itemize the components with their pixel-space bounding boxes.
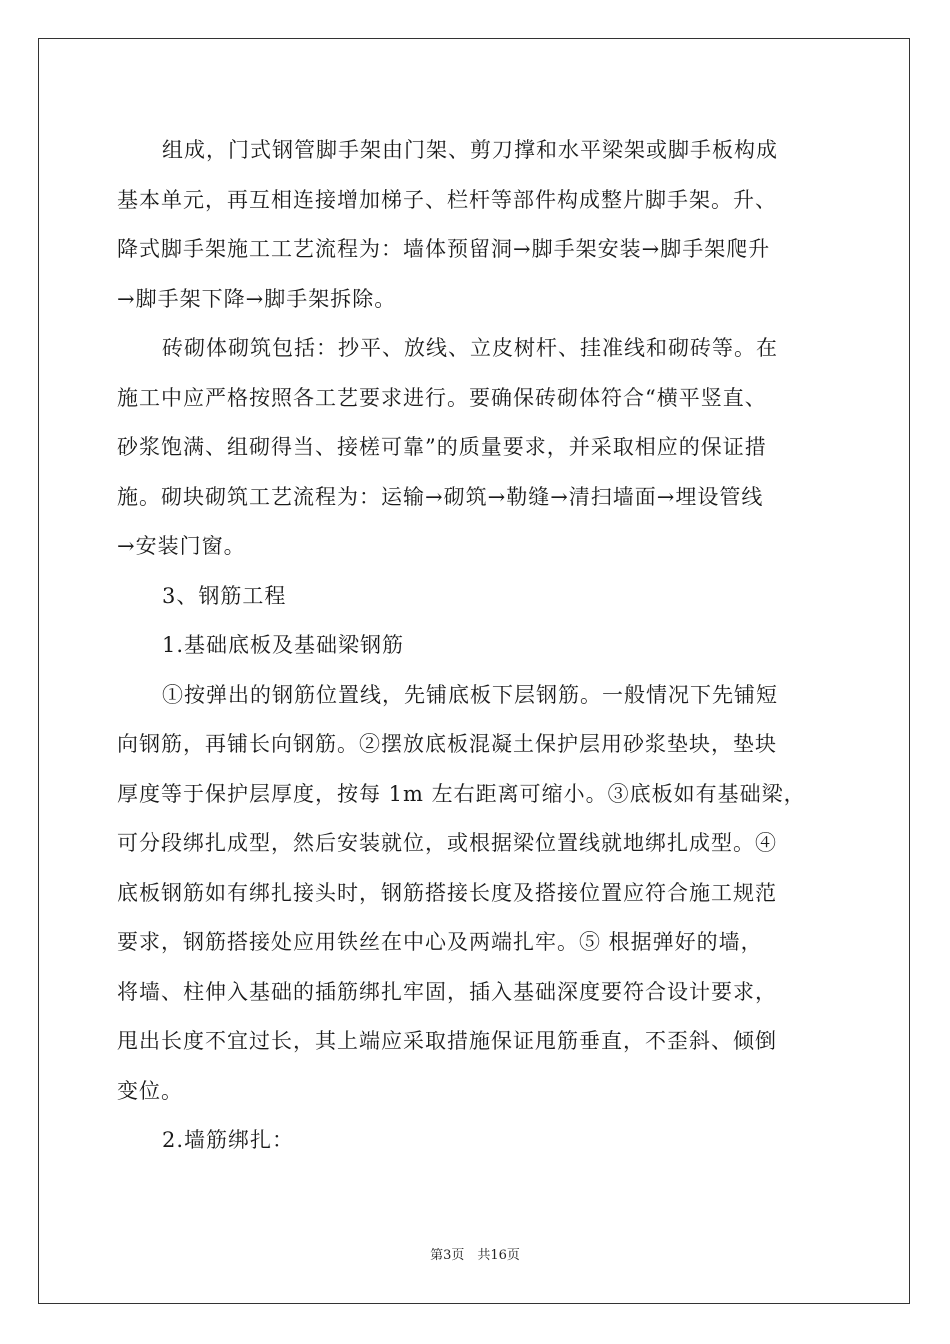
text-line: →安装门窗。: [117, 534, 246, 558]
text-line: 可分段绑扎成型，然后安装就位，或根据梁位置线就地绑扎成型。④: [117, 831, 777, 855]
text-line: 将墙、柱伸入基础的插筋绑扎牢固，插入基础深度要符合设计要求，: [117, 979, 777, 1004]
text-line: 2.墙筋绑扎：: [162, 1128, 295, 1152]
text-line: 底板钢筋如有绑扎接头时，钢筋搭接长度及搭接位置应符合施工规范: [117, 880, 777, 905]
text-line: 变位。: [117, 1078, 183, 1103]
text-line: 要求，钢筋搭接处应用铁丝在中心及两端扎牢。⑤ 根据弹好的墙，: [117, 930, 763, 954]
page-footer: 第3页 共16页: [430, 1248, 520, 1263]
text-line: 3、钢筋工程: [162, 583, 287, 608]
text-line: 组成，门式钢管脚手架由门架、剪刀撑和水平梁架或脚手板构成: [162, 138, 778, 162]
text-line: 砖砌体砌筑包括：抄平、放线、立皮树杆、挂准线和砌砖等。在: [162, 336, 778, 360]
text-line: ①按弹出的钢筋位置线，先铺底板下层钢筋。一般情况下先铺短: [162, 682, 778, 707]
text-line: 砂浆饱满、组砌得当、接槎可靠”的质量要求，并采取相应的保证措: [117, 435, 767, 459]
text-line: 施工中应严格按照各工艺要求进行。要确保砖砌体符合“横平竖直、: [117, 385, 767, 410]
text-line: 向钢筋，再铺长向钢筋。②摆放底板混凝土保护层用砂浆垫块，垫块: [117, 732, 777, 756]
text-line: 厚度等于保护层厚度，按每 1m 左右距离可缩小。③底板如有基础梁，: [117, 781, 806, 806]
text-line: 降式脚手架施工工艺流程为：墙体预留洞→脚手架安装→脚手架爬升: [117, 237, 771, 261]
text-line: 基本单元，再互相连接增加梯子、栏杆等部件构成整片脚手架。升、: [117, 187, 777, 212]
text-line: 施。砌块砌筑工艺流程为：运输→砌筑→勒缝→清扫墙面→埋设管线: [117, 484, 764, 509]
text-line: 1.基础底板及基础梁钢筋: [162, 633, 405, 657]
text-line: 甩出长度不宜过长，其上端应采取措施保证甩筋垂直，不歪斜、倾倒: [117, 1029, 777, 1053]
text-line: →脚手架下降→脚手架拆除。: [117, 286, 397, 311]
